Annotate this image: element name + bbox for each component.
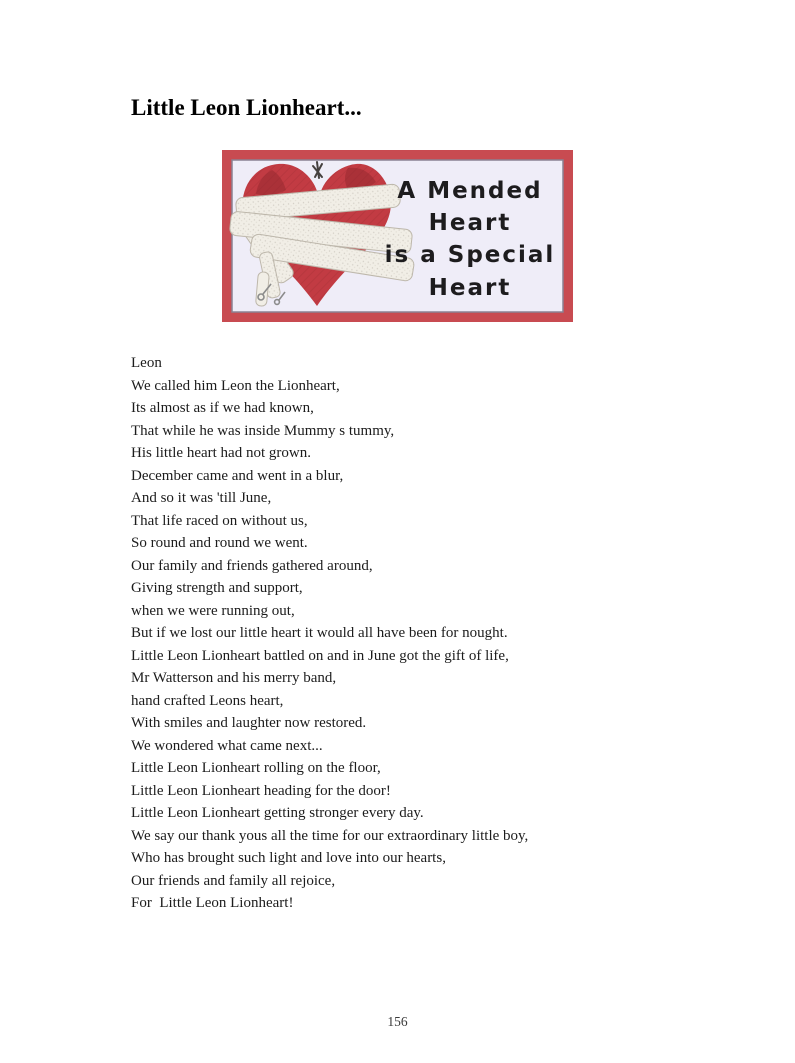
poem bbox=[131, 352, 528, 915]
poem-line: So round and round we went. bbox=[131, 535, 308, 551]
poem-line: Our friends and family all rejoice, bbox=[131, 872, 336, 889]
poem-line: when we were running out, bbox=[131, 602, 295, 619]
image-caption-line: A Mended bbox=[397, 178, 543, 204]
mended-heart-svg bbox=[222, 150, 573, 322]
poem-line: December came and went in a blur, bbox=[131, 467, 344, 484]
poem-line: Little Leon Lionheart getting stronger every day. bbox=[131, 805, 424, 821]
poem-line: Little Leon Lionheart battled on and in June got the gift of life, bbox=[131, 647, 509, 664]
page-number: 156 bbox=[387, 1014, 408, 1029]
poem-line: hand crafted Leons heart, bbox=[131, 692, 284, 709]
poem-line: Our family and friends gathered around, bbox=[131, 557, 373, 574]
poem-line: His little heart had not grown. bbox=[131, 445, 311, 461]
poem-line: For Little Leon Lionheart! bbox=[131, 895, 294, 911]
poem-line: And so it was 'till June, bbox=[131, 490, 272, 506]
poem-line: Little Leon Lionheart heading for the door! bbox=[131, 782, 391, 799]
image-caption-line: Heart bbox=[428, 275, 512, 301]
poem-line: We called him Leon the Lionheart, bbox=[131, 377, 340, 394]
poem-line: Little Leon Lionheart rolling on the floor, bbox=[131, 760, 381, 776]
poem-line: We say our thank yous all the time for our extraordinary little boy, bbox=[131, 827, 529, 844]
image-caption-line: is a Special bbox=[384, 242, 556, 268]
poem-line: Mr Watterson and his merry band, bbox=[131, 670, 337, 686]
poem-line: Giving strength and support, bbox=[131, 580, 303, 596]
poem-line: That while he was inside Mummy s tummy, bbox=[131, 422, 395, 439]
poem-line: That life raced on without us, bbox=[131, 512, 308, 529]
poem-line: But if we lost our little heart it would all have been for nought. bbox=[131, 625, 508, 641]
poem-line: Its almost as if we had known, bbox=[131, 400, 314, 416]
poem-line: Who has brought such light and love into our hearts, bbox=[131, 850, 446, 866]
poem-line: With smiles and laughter now restored. bbox=[131, 715, 367, 731]
page-title: Little Leon Lionheart... bbox=[131, 95, 362, 120]
image-caption-line: Heart bbox=[428, 210, 512, 236]
poem-line: We wondered what came next... bbox=[131, 737, 323, 754]
mended-heart-image bbox=[222, 150, 573, 322]
poem-line: Leon bbox=[131, 355, 162, 371]
